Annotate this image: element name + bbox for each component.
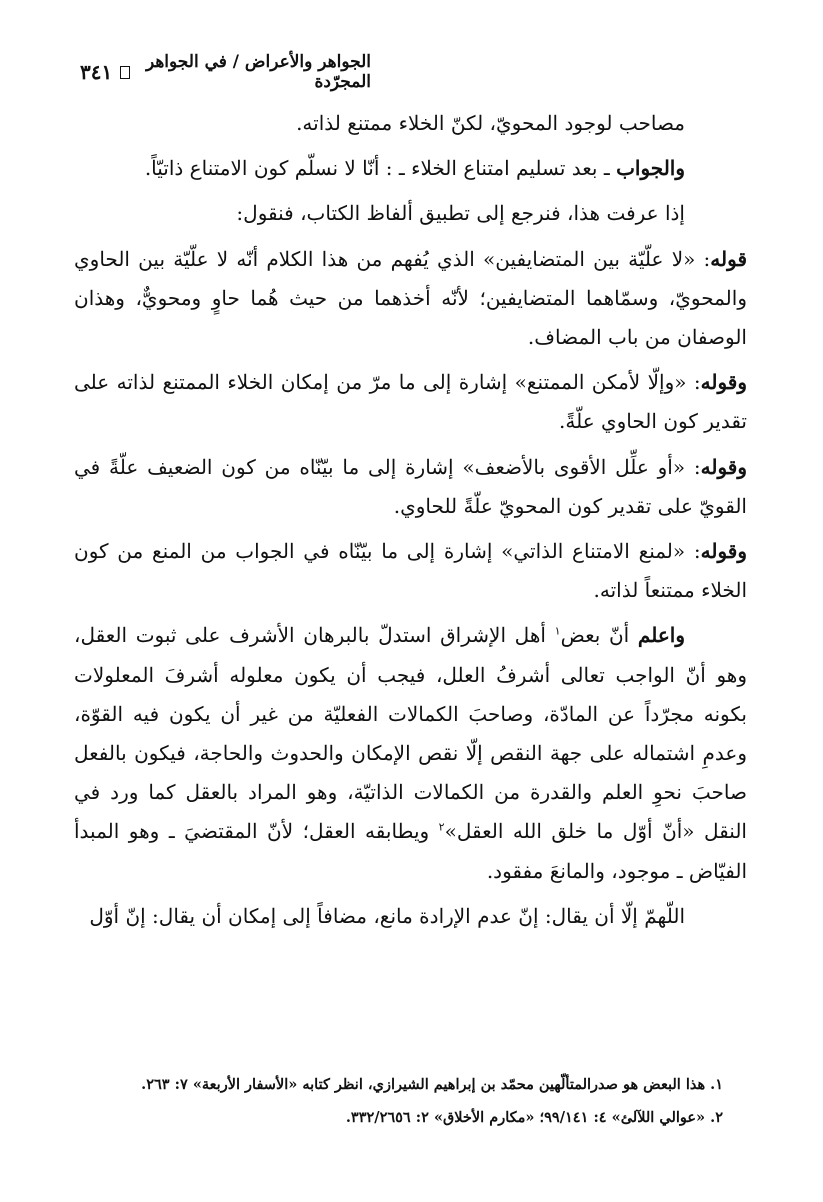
paragraph-text: ويطابقه العقل؛ لأنّ المقتضيَ ـ وهو المبدأ الفيّاض ـ موجود، والمانعَ مفقود. bbox=[74, 819, 747, 883]
main-text bbox=[74, 104, 747, 942]
paragraph bbox=[74, 149, 747, 188]
paragraph bbox=[74, 897, 747, 936]
footnote: ١. هذا البعض هو صدرالمتألّهين محمّد بن إبراهيم الشيرازي، انظر كتابه «الأسفار الأربعة» ٧: ٢٦٣. bbox=[141, 1076, 723, 1093]
paragraph-text: أهل الإشراق استدلّ بالبرهان الأشرف على ثبوت العقل، وهو أنّ الواجب تعالى أشرفُ العلل، فيجب أن يكون معلوله أشرفَ المعلولات بكونه مجرّداً عن المادّة، وصاحبَ الكمالات الفعليّة من غير أن يكون فيه القوّة، وعدمِ اشتماله على جهة النقص إلّا نقص الإمكان والحدوث والحاجة، فيكون بالفعل صاحبَ نحوِ العلم والقدرة من الكمالات الذاتيّة، وهو المراد بالعقل كما ورد في النقل «أنّ أوّل ما خلق الله العقل» bbox=[74, 623, 748, 844]
page-number: ٣٤١ bbox=[80, 60, 113, 84]
paragraph-text: : «وإلّا لأمكن الممتنع» إشارة إلى ما مرّ من إمكان الخلاء الممتنع لذاته على تقدير كون الحاوي علّةً. bbox=[74, 370, 747, 434]
paragraph bbox=[74, 448, 747, 526]
footnote: ٢. «عوالي اللآلئ» ٤: ٩٩/١٤١؛ «مكارم الأخلاق» ٢: ٣٣٢/٢٦٥٦. bbox=[345, 1109, 723, 1126]
paragraph-text: إذا عرفت هذا، فنرجع إلى تطبيق ألفاظ الكتاب، فنقول: bbox=[236, 201, 685, 226]
footnote-marker[interactable]: ٢ bbox=[438, 820, 445, 834]
paragraph-lead: وقوله bbox=[700, 454, 747, 479]
paragraph bbox=[74, 194, 747, 233]
paragraph-lead: واعلم bbox=[637, 623, 685, 648]
paragraph-text: ـ بعد تسليم امتناع الخلاء ـ : أنّا لا نسلّم كون الامتناع ذاتيّاً. bbox=[144, 156, 617, 181]
paragraph bbox=[74, 532, 747, 610]
paragraph bbox=[74, 104, 747, 143]
footnotes bbox=[74, 1068, 723, 1134]
header-title: الجواهر والأعراض / في الجواهر المجرّدة bbox=[145, 52, 371, 92]
paragraph-lead: وقوله bbox=[700, 370, 747, 395]
paragraph-text: : «لا علّيّة بين المتضايفين» الذي يُفهم من هذا الكلام أنّه لا علّيّة بين الحاوي والمحويّ، وسمّاهما المتضايفين؛ لأنّه أخذهما من حيث هُما حاوٍ ومحويٌّ، وهذان الوصفان من باب المضاف. bbox=[74, 246, 747, 350]
paragraph-text: : «أو علِّل الأقوى بالأضعف» إشارة إلى ما بيّنّاه من كون الضعيف علّةً في القويّ على تقدير كون المحويّ علّةً للحاوي. bbox=[74, 454, 747, 518]
paragraph-text: : «لمنع الامتناع الذاتي» إشارة إلى ما بيّنّاه في الجواب من المنع من كون الخلاء ممتنعاً لذاته. bbox=[74, 539, 747, 603]
running-header bbox=[80, 52, 371, 92]
paragraph bbox=[74, 616, 747, 890]
paragraph bbox=[74, 363, 747, 441]
paragraph bbox=[74, 240, 747, 358]
paragraph-text: اللّهمّ إلّا أن يقال: إنّ عدم الإرادة مانع، مضافاً إلى إمكان أن يقال: إنّ أوّل bbox=[89, 903, 685, 928]
paragraph-text: أنّ بعض bbox=[560, 623, 638, 648]
square-ornament-icon bbox=[120, 66, 130, 79]
paragraph-lead: وقوله bbox=[700, 539, 747, 564]
paragraph-lead: قوله bbox=[710, 246, 748, 271]
paragraph-lead: والجواب bbox=[616, 156, 685, 181]
paragraph-text: مصاحب لوجود المحويّ، لكنّ الخلاء ممتنع لذاته. bbox=[296, 111, 685, 135]
footnote-marker[interactable]: ١ bbox=[554, 624, 561, 638]
